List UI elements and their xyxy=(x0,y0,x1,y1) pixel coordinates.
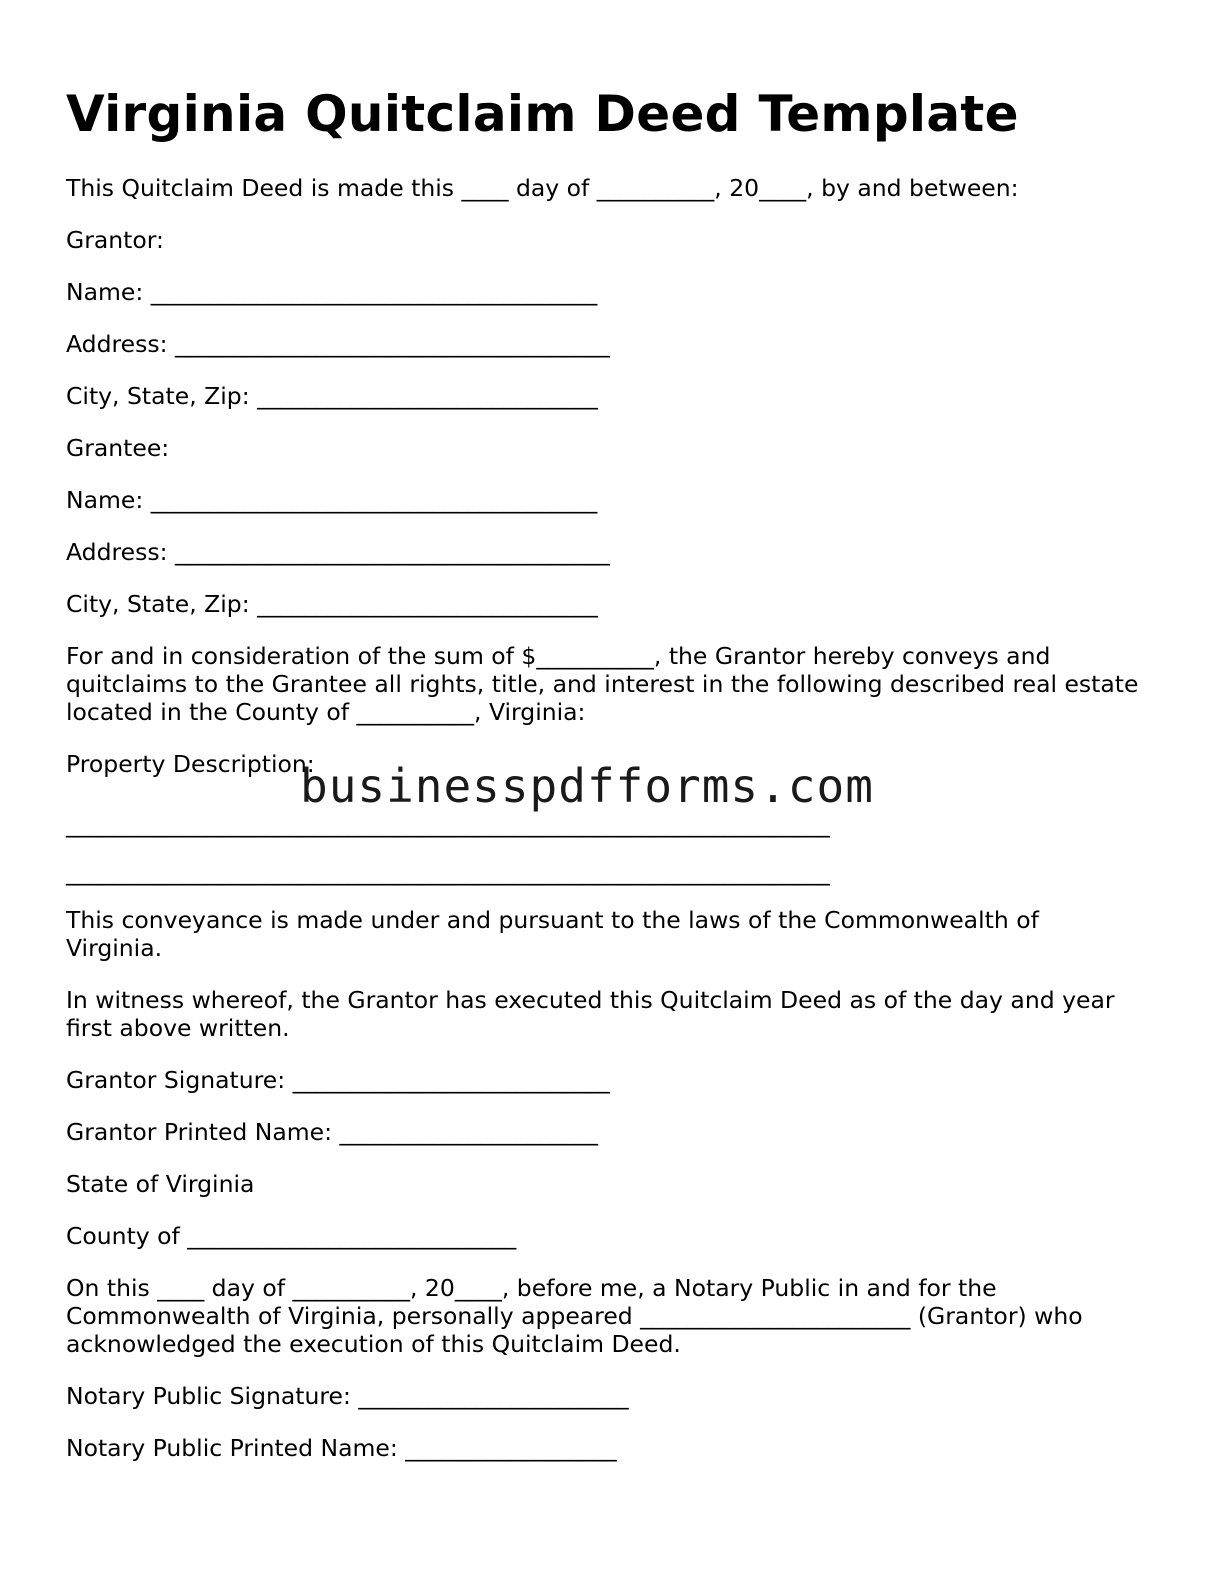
grantee-heading: Grantee: xyxy=(66,434,170,462)
grantee-address-field: Address: _____________________________________ xyxy=(66,538,610,566)
conveyance-paragraph: This conveyance is made under and pursuant to the laws of the Commonwealth of Virginia. xyxy=(66,906,1039,962)
grantor-address-field: Address: _____________________________________ xyxy=(66,330,610,358)
property-description-line-1: _________________________________________________________________ xyxy=(66,810,830,838)
document-title: Virginia Quitclaim Deed Template xyxy=(66,85,1019,143)
property-description-heading: Property Description: xyxy=(66,750,315,778)
notary-signature-field: Notary Public Signature: _______________________ xyxy=(66,1382,629,1410)
grantor-printed-name-field: Grantor Printed Name: ______________________ xyxy=(66,1118,599,1146)
consideration-paragraph: For and in consideration of the sum of $__________, the Grantor hereby conveys and quitclaims to the Grantee all rights, title, and interest in the following described real estate located in the County of __________, Virginia: xyxy=(66,642,1139,726)
grantee-city-field: City, State, Zip: _____________________________ xyxy=(66,590,598,618)
grantor-heading: Grantor: xyxy=(66,226,164,254)
grantor-signature-field: Grantor Signature: ___________________________ xyxy=(66,1066,610,1094)
witness-paragraph: In witness whereof, the Grantor has executed this Quitclaim Deed as of the day and year first above written. xyxy=(66,986,1115,1042)
watermark: businesspdfforms.com xyxy=(300,759,874,813)
county-field: County of ____________________________ xyxy=(66,1222,517,1250)
notary-printed-name-field: Notary Public Printed Name: __________________ xyxy=(66,1434,617,1462)
intro-line: This Quitclaim Deed is made this ____ day of __________, 20____, by and between: xyxy=(66,174,1019,202)
notary-acknowledgment-paragraph: On this ____ day of __________, 20____, before me, a Notary Public in and for the Commonwealth of Virginia, personally appeared _______________________ (Grantor) who acknowledged the execution of this Quitclaim Deed. xyxy=(66,1274,1083,1358)
grantor-city-field: City, State, Zip: _____________________________ xyxy=(66,382,598,410)
grantor-name-field: Name: ______________________________________ xyxy=(66,278,598,306)
state-line: State of Virginia xyxy=(66,1170,255,1198)
property-description-line-2: _________________________________________________________________ xyxy=(66,858,830,886)
grantee-name-field: Name: ______________________________________ xyxy=(66,486,598,514)
